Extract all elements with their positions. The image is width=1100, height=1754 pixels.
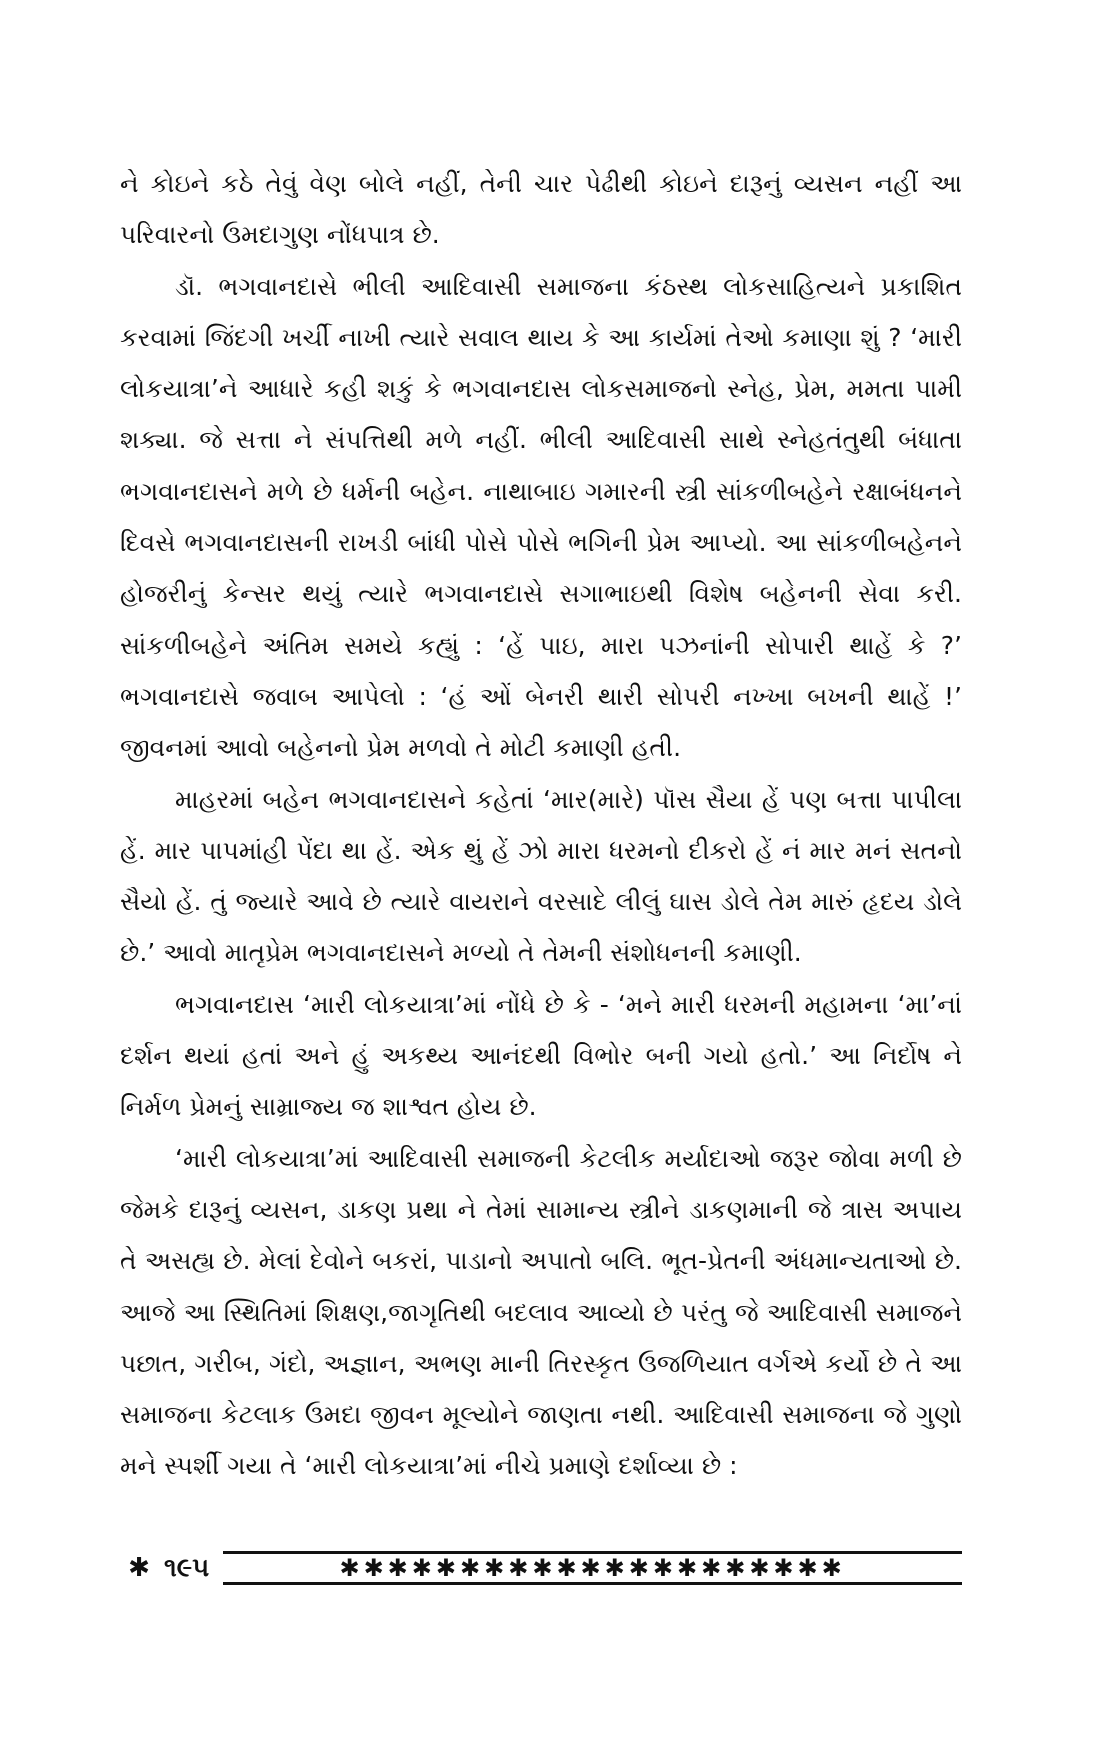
paragraph-continuation: ને કોઇને કઠે તેવું વેણ બોલે નહીં, તેની ચાર પેઢીથી કોઇને દારૂનું વ્યસન નહીં આ પરિવારનો ઉમદાગુણ નોંધપાત્ર છે. [120,169,962,250]
footer-ornament [223,1551,962,1585]
paragraph-limitations: ‘મારી લોકયાત્રા’માં આદિવાસી સમાજની કેટલીક મર્યાદાઓ જરૂર જોવા મળી છે જેમકે દારૂનું વ્યસન, ડાકણ પ્રથા ને તેમાં સામાન્ય સ્ત્રીને ડાકણમાની જે ત્રાસ અપાય તે અસહ્ય છે. મેલાં દેવોને બકરાં, પાડાનો અપાતો બલિ. ભૂત-પ્રેતની અંધમાન્યતાઓ છે. આજે આ સ્થિતિમાં શિક્ષણ,જાગૃતિથી બદલાવ આવ્યો છે પરંતુ જે આદિવાસી સમાજને પછાત, ગરીબ, ગંદો, અજ્ઞાન, અભણ માની તિરસ્કૃત ઉજળિયાત વર્ગએ કર્યો છે તે આ સમાજના કેટલાક ઉમદા જીવન મૂલ્યોને જાણતા નથી. આદિવાસી સમાજના જે ગુણો મને સ્પર્શી ગયા તે ‘મારી લોકયાત્રા’માં નીચે પ્રમાણે દર્શાવ્યા છે : [120,1143,962,1481]
footer-stars: ✱✱✱✱✱✱✱✱✱✱✱✱✱✱✱✱✱✱✱✱✱ [339,1554,846,1582]
paragraph-bhagwandas-earnings: ડૉ. ભગવાનદાસે ભીલી આદિવાસી સમાજના કંઠસ્થ લોકસાહિત્યને પ્રકાશિત કરવામાં જિંદગી ખર્ચી નાખી ત્યારે સવાલ થાય કે આ કાર્યમાં તેઓ કમાણા શું ? ‘મારી લોકયાત્રા’ને આધારે કહી શકું કે ભગવાનદાસ લોકસમાજનો સ્નેહ, પ્રેમ, મમતા પામી શક્યા. જે સત્તા ને સંપત્તિથી મળે નહીં. ભીલી આદિવાસી સાથે સ્નેહતંતુથી બંધાતા ભગવાનદાસને મળે છે ધર્મની બહેન. નાથાબાઇ ગમારની સ્ત્રી સાંકળીબહેને રક્ષાબંધનને દિવસે ભગવાનદાસની રાખડી બાંધી પોસે પોસે ભગિની પ્રેમ આપ્યો. આ સાંકળીબહેનને હોજરીનું કેન્સર થયું ત્યારે ભગવાનદાસે સગાભાઇથી વિશેષ બહેનની સેવા કરી. સાંકળીબહેને અંતિમ સમયે કહ્યું : ‘હેં પાઇ, મારા પઝનાંની સોપારી થાહેં કે ?’ ભગવાનદાસે જવાબ આપેલો : ‘હં ઓં બેનરી થારી સોપરી નખ્ખા બખની થાહેં !’ જીવનમાં આવો બહેનનો પ્રેમ મળવો તે મોટી કમાણી હતી. [120,271,962,763]
star-ornament-icon: ✱ [128,1553,150,1583]
page-body [120,158,962,1492]
page-footer [122,1548,962,1588]
footer-rule-bottom [223,1582,962,1585]
paragraph-sister-love: માહરમાં બહેન ભગવાનદાસને કહેતાં ‘માર(મારે) પૉસ સૈયા હેં પણ બત્તા પાપીલા હેં. માર પાપમાંહી પેંદા થા હેં. એક થું હેં ઝો મારા ધરમનો દીકરો હેં નં માર મનં સતનો સૈયો હેં. તું જ્યારે આવે છે ત્યારે વાયરાને વરસાદે લીલું ઘાસ ડોલે તેમ મારું હૃદય ડોલે છે.’ આવો માતૃપ્રેમ ભગવાનદાસને મળ્યો તે તેમની સંશોધનની કમાણી. [120,784,962,968]
page-number: ૧૯૫ [164,1552,210,1583]
paragraph-mother-vision: ભગવાનદાસ ‘મારી લોકયાત્રા’માં નોંધે છે કે - ‘મને મારી ધરમની મહામના ‘મા’નાં દર્શન થયાં હતાં અને હું અકથ્ય આનંદથી વિભોર બની ગયો હતો.’ આ નિર્દોષ ને નિર્મળ પ્રેમનું સામ્રાજ્ય જ શાશ્વત હોય છે. [120,989,962,1122]
